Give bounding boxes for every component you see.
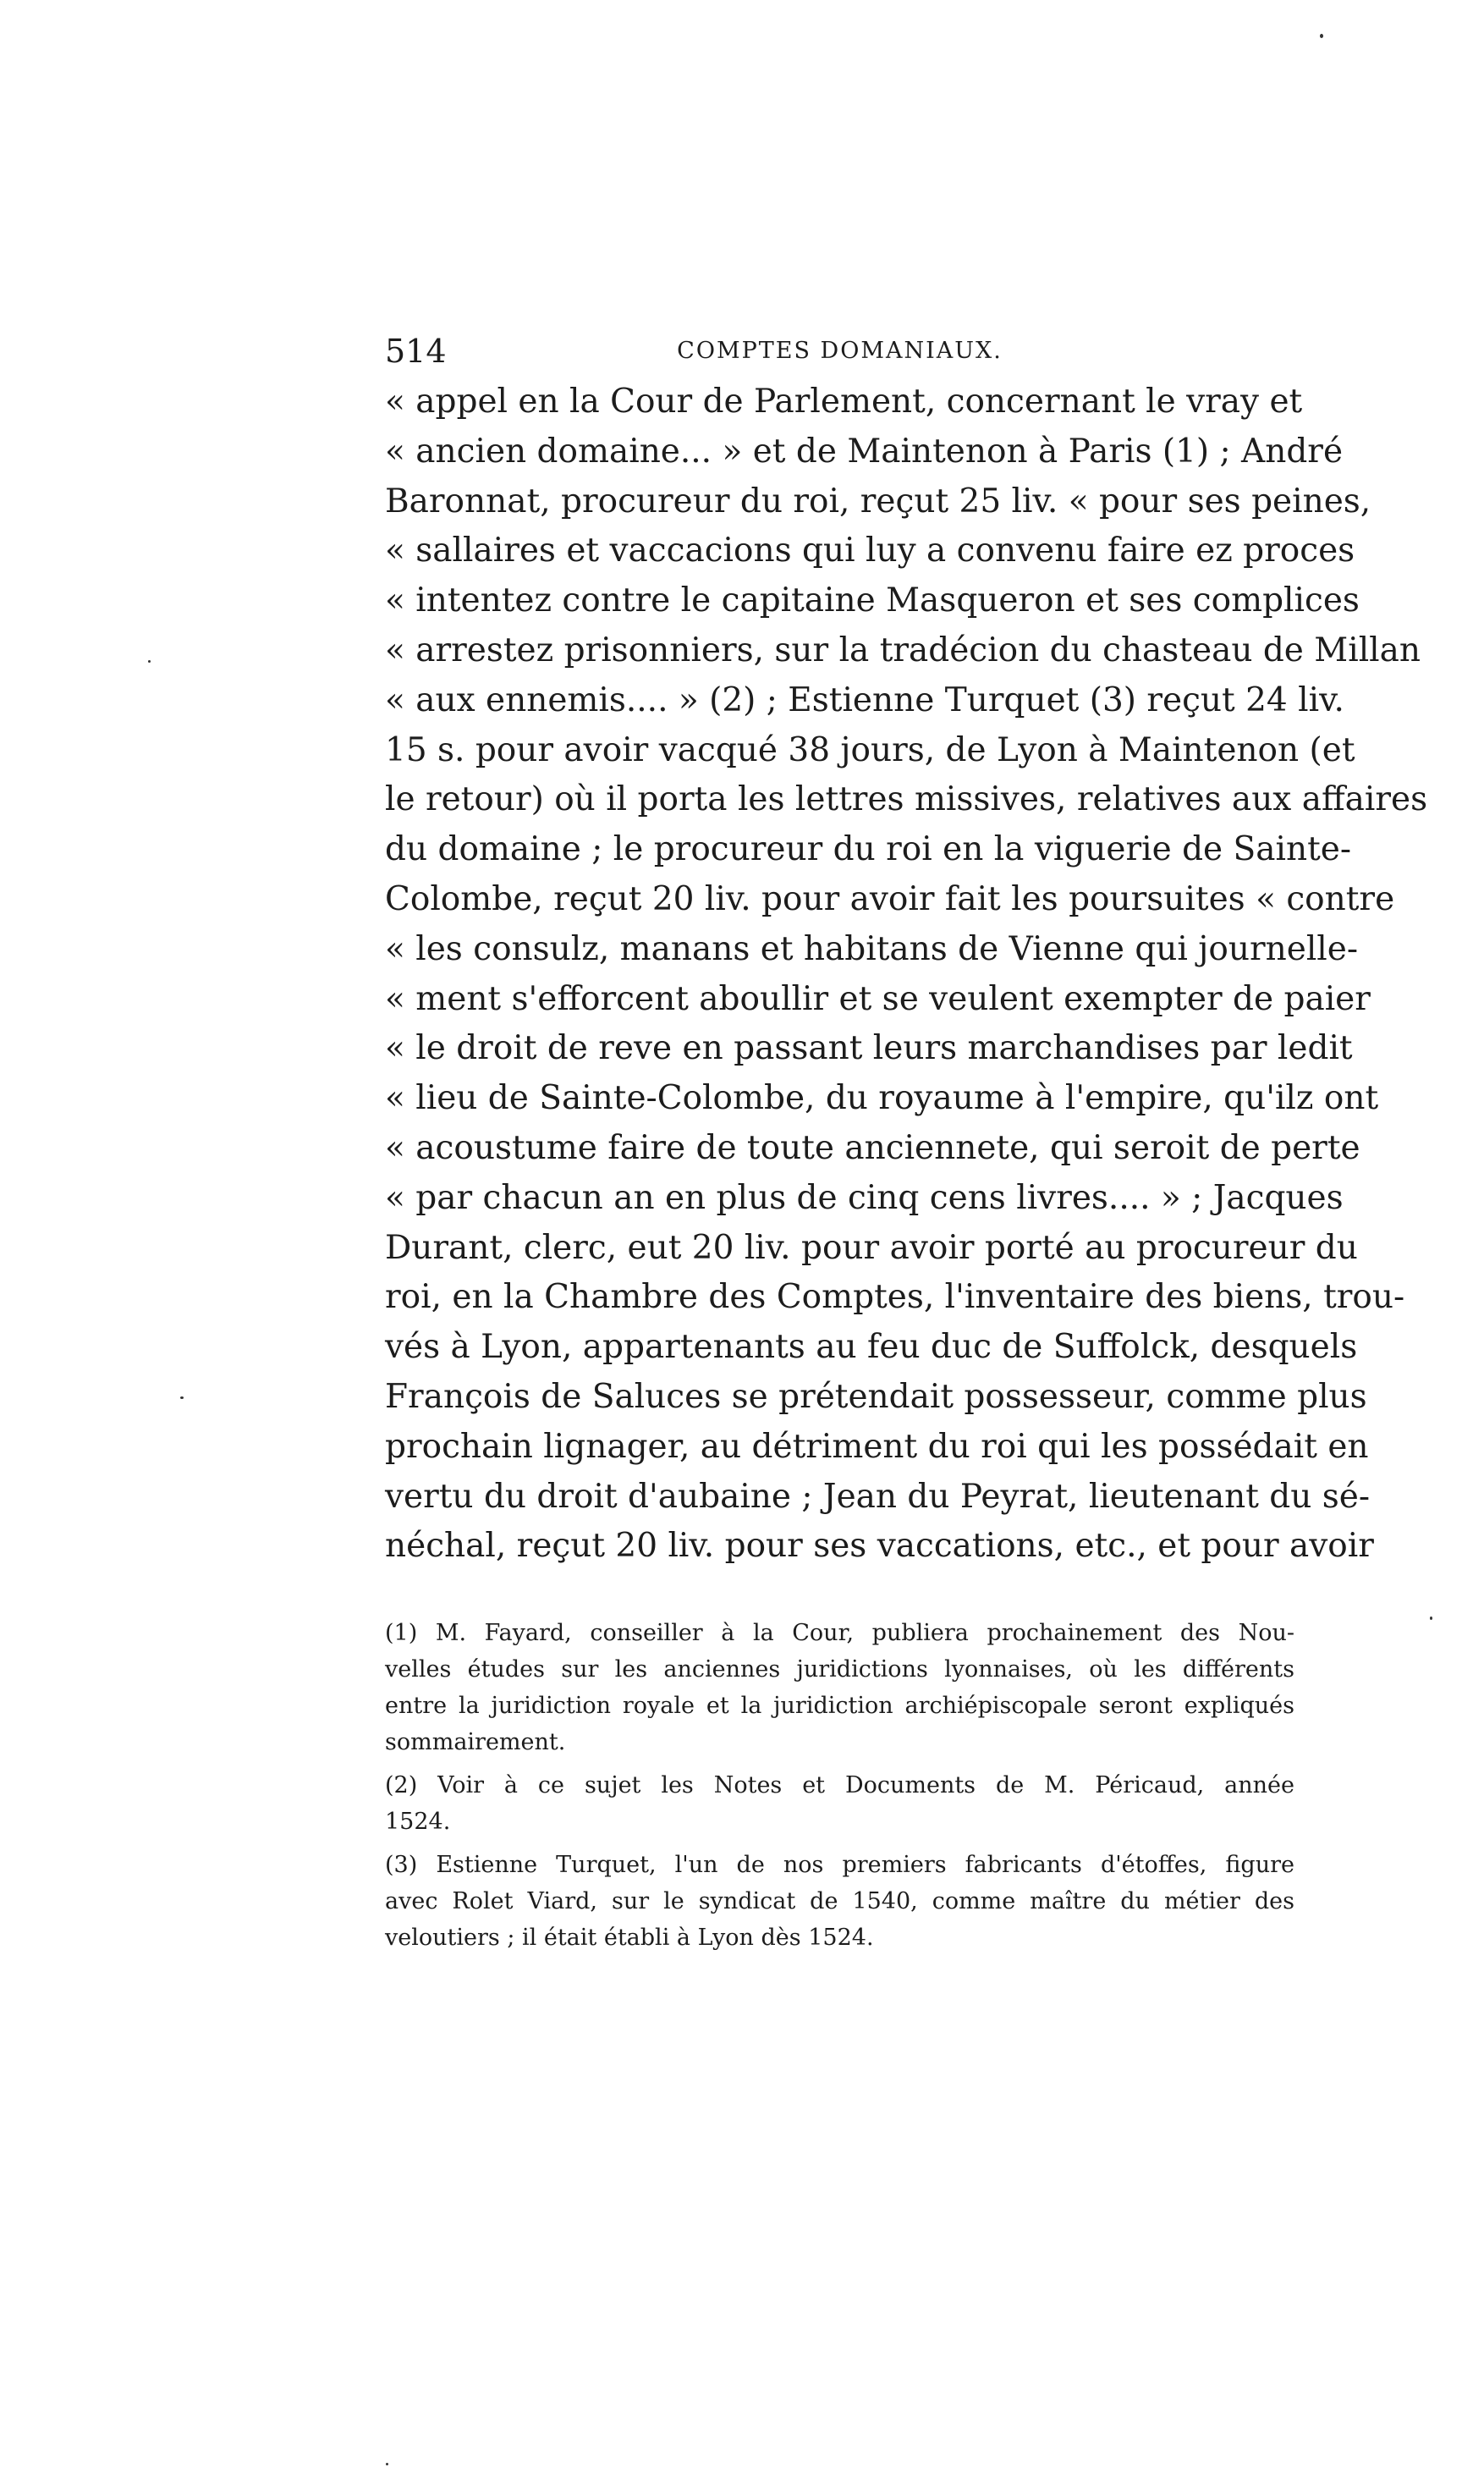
body-line: « le droit de reve en passant leurs marchandises par ledit bbox=[385, 1029, 1353, 1068]
body-line: « par chacun an en plus de cinq cens livres.... » ; Jacques bbox=[385, 1178, 1344, 1217]
body-line: roi, en la Chambre des Comptes, l'inventaire des biens, trou- bbox=[385, 1278, 1405, 1317]
body-line: du domaine ; le procureur du roi en la viguerie de Sainte- bbox=[385, 830, 1352, 869]
body-line: « intentez contre le capitaine Masqueron et ses complices bbox=[385, 581, 1360, 620]
body-line: « lieu de Sainte-Colombe, du royaume à l'empire, qu'ilz ont bbox=[385, 1079, 1379, 1118]
body-line: vés à Lyon, appartenants au feu duc de Suffolck, desquels bbox=[385, 1328, 1358, 1367]
scan-speck bbox=[1430, 1617, 1432, 1620]
body-line: « les consulz, manans et habitans de Vienne qui journelle- bbox=[385, 929, 1359, 968]
body-line: François de Saluces se prétendait possesseur, comme plus bbox=[385, 1377, 1367, 1416]
body-line: Colombe, reçut 20 liv. pour avoir fait les poursuites « contre bbox=[385, 879, 1395, 918]
footnote-2-line: 1524. bbox=[385, 1809, 451, 1835]
page-number: 514 bbox=[385, 333, 447, 370]
footnote-1-line: velles études sur les anciennes juridictions lyonnaises, où les différents bbox=[385, 1656, 1294, 1683]
scan-speck bbox=[180, 1396, 184, 1399]
running-head: COMPTES DOMANIAUX. bbox=[677, 338, 1003, 364]
body-line: néchal, reçut 20 liv. pour ses vaccations, etc., et pour avoir bbox=[385, 1527, 1374, 1566]
body-text bbox=[385, 377, 1428, 1572]
footnote-3-line: veloutiers ; il était établi à Lyon dès 1524. bbox=[385, 1925, 874, 1951]
body-line: « sallaires et vaccacions qui luy a convenu faire ez proces bbox=[385, 532, 1355, 570]
scan-speck bbox=[386, 2463, 388, 2465]
body-line: « aux ennemis.... » (2) ; Estienne Turquet (3) reçut 24 liv. bbox=[385, 680, 1344, 719]
footnote-3-line: (3) Estienne Turquet, l'un de nos premiers fabricants d'étoffes, figure bbox=[385, 1852, 1294, 1878]
body-line: 15 s. pour avoir vacqué 38 jours, de Lyon à Maintenon (et bbox=[385, 730, 1355, 769]
footnote-1-line: (1) M. Fayard, conseiller à la Cour, publiera prochainement des Nou- bbox=[385, 1620, 1294, 1646]
footnote-1-line: entre la juridiction royale et la juridiction archiépiscopale seront expliqués bbox=[385, 1693, 1294, 1719]
footnote-2-line: (2) Voir à ce sujet les Notes et Documents de M. Péricaud, année bbox=[385, 1772, 1294, 1798]
body-line: « ment s'efforcent aboullir et se veulent exempter de paier bbox=[385, 979, 1371, 1018]
body-line: « appel en la Cour de Parlement, concernant le vray et bbox=[385, 383, 1303, 421]
body-line: « acoustume faire de toute anciennete, qui seroit de perte bbox=[385, 1128, 1360, 1167]
scan-speck bbox=[148, 660, 151, 663]
footnotes bbox=[385, 1615, 1294, 1956]
body-line: « arrestez prisonniers, sur la tradécion du chasteau de Millan bbox=[385, 631, 1421, 669]
body-line: vertu du droit d'aubaine ; Jean du Peyrat, lieutenant du sé- bbox=[385, 1477, 1371, 1516]
scan-speck bbox=[1320, 34, 1323, 38]
body-line: Durant, clerc, eut 20 liv. pour avoir porté au procureur du bbox=[385, 1228, 1358, 1267]
body-line: « ancien domaine... » et de Maintenon à Paris (1) ; André bbox=[385, 432, 1344, 471]
page-header bbox=[385, 330, 1294, 372]
footnote-1-line: sommairement. bbox=[385, 1729, 566, 1755]
body-line: le retour) où il porta les lettres missives, relatives aux affaires bbox=[385, 780, 1428, 819]
body-line: prochain lignager, au détriment du roi qui les possédait en bbox=[385, 1427, 1369, 1466]
footnote-3-line: avec Rolet Viard, sur le syndicat de 1540, comme maître du métier des bbox=[385, 1888, 1294, 1914]
body-line: Baronnat, procureur du roi, reçut 25 liv. « pour ses peines, bbox=[385, 482, 1371, 520]
